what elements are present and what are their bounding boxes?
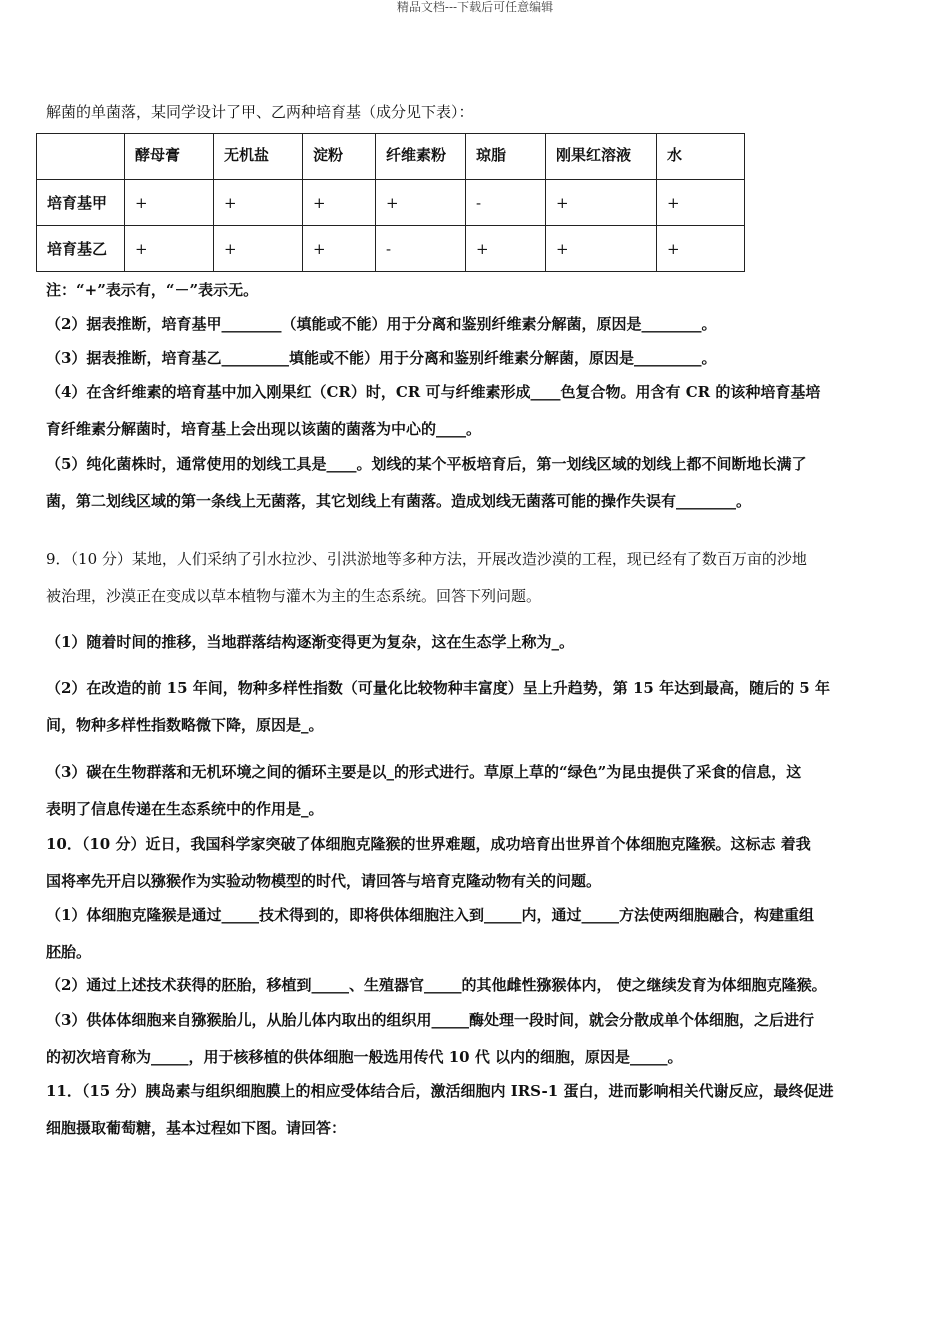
question-11-stem-line2: 细胞摄取葡萄糖，基本过程如下图。请回答： (46, 1119, 347, 1137)
table-cell: + (466, 226, 546, 272)
question-8-5-line1: （5）纯化菌株时，通常使用的划线工具是____。划线的某个平板培育后，第一划线区域的划线上都不间断地长满了 (46, 455, 807, 473)
question-9-3-line1: （3）碳在生物群落和无机环境之间的循环主要是以_的形式进行。草原上草的“绿色”为昆虫提供了采食的信息，这 (46, 763, 802, 781)
question-10-1-line2: 胚胎。 (46, 943, 92, 961)
table-cell: + (546, 226, 657, 272)
table-row (37, 180, 745, 226)
table-header-cell: 纤维素粉 (376, 134, 466, 180)
table-header-cell: 酵母膏 (125, 134, 214, 180)
question-8-4-line1: （4）在含纤维素的培育基中加入刚果红（CR）时，CR 可与纤维素形成____色复合物。用含有 CR 的该种培育基培 (46, 383, 821, 401)
culture-medium-table (36, 133, 745, 272)
question-10-2: （2）通过上述技术获得的胚胎，移植到_____、生殖器官_____的其他雌性猕猴体内， 使之继续发育为体细胞克隆猴。 (46, 976, 827, 994)
table-note: 注：“+”表示有，“－”表示无。 (46, 281, 259, 299)
question-10-3-line1: （3）供体体细胞来自猕猴胎儿，从胎儿体内取出的组织用_____酶处理一段时间，就会分散成单个体细胞，之后进行 (46, 1011, 814, 1029)
table-header-cell (37, 134, 125, 180)
table-row-label: 培育基乙 (37, 226, 125, 272)
table-header-cell: 琼脂 (466, 134, 546, 180)
table-header-cell: 水 (657, 134, 745, 180)
intro-text: 解菌的单菌落，某同学设计了甲、乙两种培育基（成分见下表）： (46, 103, 474, 121)
question-8-5-line2: 菌，第二划线区域的第一条线上无菌落，其它划线上有菌落。造成划线无菌落可能的操作失误有________。 (46, 492, 752, 510)
question-10-3-line2: 的初次培育称为_____，用于核移植的供体细胞一般选用传代 10 代 以内的细胞，原因是_____。 (46, 1048, 683, 1066)
table-row-label: 培育基甲 (37, 180, 125, 226)
question-9-2-line2: 间，物种多样性指数略微下降，原因是_。 (46, 716, 324, 734)
table-cell: - (466, 180, 546, 226)
question-9-stem-line1: 9．（10 分）某地，人们采纳了引水拉沙、引洪淤地等多种方法，开展改造沙漠的工程，现已经有了数百万亩的沙地 (46, 550, 807, 568)
question-10-1-line1: （1）体细胞克隆猴是通过_____技术得到的，即将供体细胞注入到_____内，通过_____方法使两细胞融合，构建重组 (46, 906, 814, 924)
question-8-2: （2）据表推断，培育基甲________（填能或不能）用于分离和鉴别纤维素分解菌，原因是________。 (46, 315, 717, 333)
table-cell: + (546, 180, 657, 226)
question-11-stem-line1: 11．（15 分）胰岛素与组织细胞膜上的相应受体结合后，激活细胞内 IRS-1 蛋白，进而影响相关代谢反应，最终促进 (46, 1082, 834, 1100)
question-9-1: （1）随着时间的推移，当地群落结构逐渐变得更为复杂，这在生态学上称为_。 (46, 633, 574, 651)
question-10-stem-line1: 10．（10 分）近日，我国科学家突破了体细胞克隆猴的世界难题，成功培育出世界首个体细胞克隆猴。这标志 着我 (46, 835, 811, 853)
table-cell: - (376, 226, 466, 272)
page-header: 精品文档---下载后可任意编辑 (396, 0, 554, 14)
table-cell: + (303, 226, 376, 272)
table-cell: + (214, 226, 303, 272)
table-cell: + (303, 180, 376, 226)
table-header-cell: 刚果红溶液 (546, 134, 657, 180)
question-8-3: （3）据表推断，培育基乙_________填能或不能）用于分离和鉴别纤维素分解菌，原因是_________。 (46, 349, 717, 367)
question-8-4-line2: 育纤维素分解菌时，培育基上会出现以该菌的菌落为中心的____。 (46, 420, 482, 438)
table-cell: + (125, 226, 214, 272)
question-9-3-line2: 表明了信息传递在生态系统中的作用是_。 (46, 800, 324, 818)
table-header-row (37, 134, 745, 180)
question-9-stem-line2: 被治理，沙漠正在变成以草本植物与灌木为主的生态系统。回答下列问题。 (46, 587, 542, 605)
table-header-cell: 淀粉 (303, 134, 376, 180)
question-10-stem-line2: 国将率先开启以猕猴作为实验动物模型的时代，请回答与培育克隆动物有关的问题。 (46, 872, 602, 890)
table-header-cell: 无机盐 (214, 134, 303, 180)
table-cell: + (214, 180, 303, 226)
table-cell: + (657, 226, 745, 272)
question-9-2-line1: （2）在改造的前 15 年间，物种多样性指数（可量化比较物种丰富度）呈上升趋势，第 15 年达到最高，随后的 5 年 (46, 679, 830, 697)
table-cell: + (657, 180, 745, 226)
table-cell: + (376, 180, 466, 226)
table-cell: + (125, 180, 214, 226)
table-row (37, 226, 745, 272)
